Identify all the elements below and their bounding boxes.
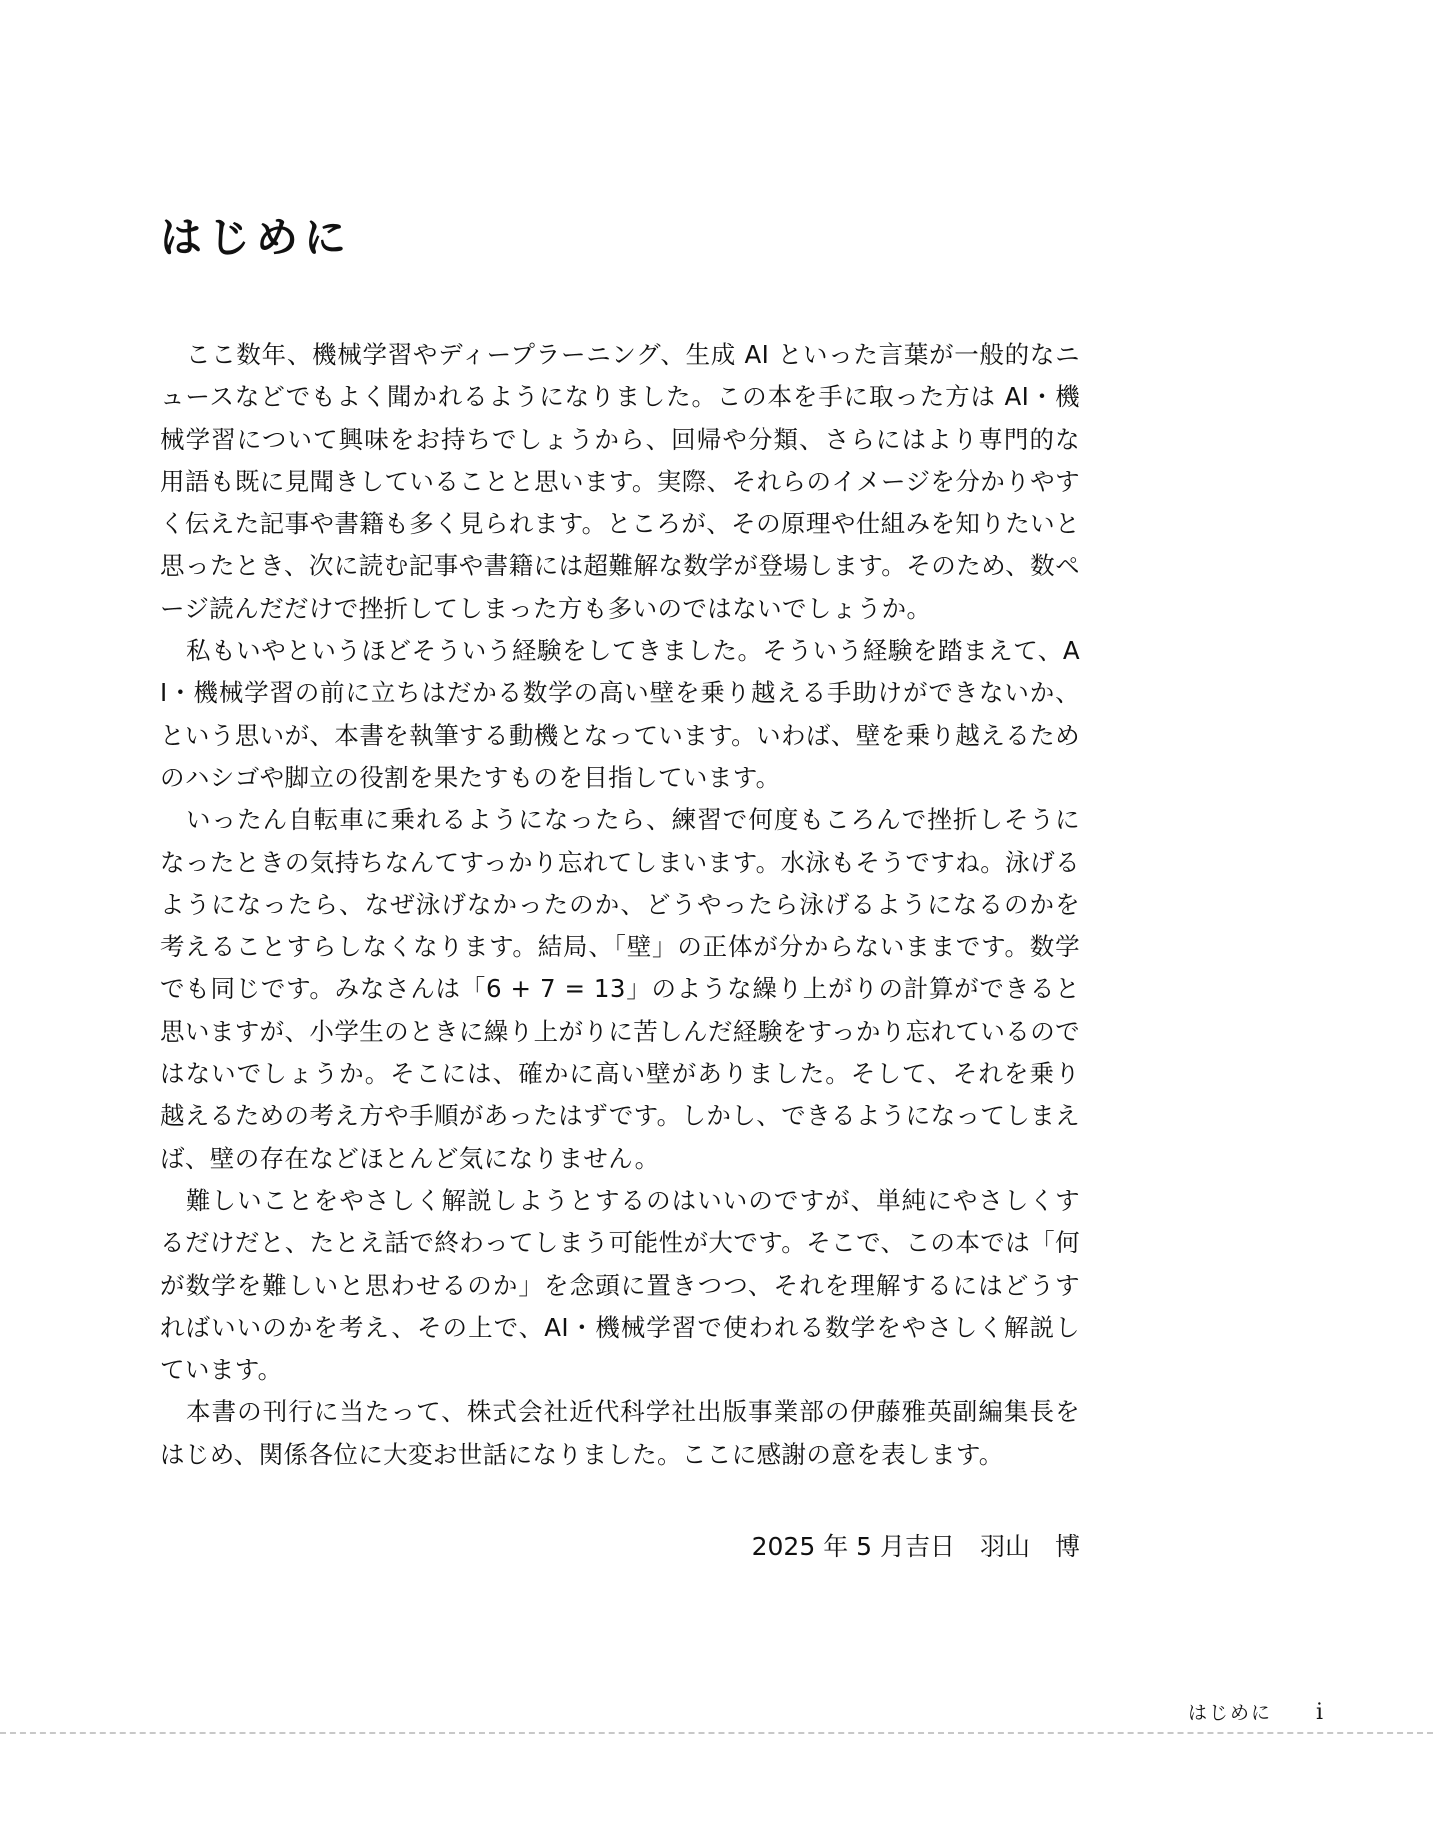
- page-title: はじめに: [160, 213, 353, 262]
- paragraph-motivation: 私もいやというほどそういう経験をしてきました。そういう経験を踏まえて、AI・機械学習の前に立ちはだかる数学の高い壁を乗り越える手助けができないか、という思いが、本書を執筆する動機となっています。いわば、壁を乗り越えるためのハシゴや脚立の役割を果たすものを目指しています。: [160, 636, 1080, 792]
- page-number: i: [1315, 1700, 1323, 1725]
- footer-dashed-divider: [0, 1732, 1433, 1734]
- running-head: はじめに: [1187, 1702, 1272, 1724]
- paragraph-bicycle-analogy: いったん自転車に乗れるようになったら、練習で何度もころんで挫折しそうになったときの気持ちなんてすっかり忘れてしまいます。水泳もそうですね。泳げるようになったら、なぜ泳げなかったのか、どうやったら泳げるようになるのかを考えることすらしなくなります。結局、「壁」の正体が分からないままです。数学でも同じです。みなさんは「6 + 7 = 13」のような繰り上がりの計算ができると思いますが、小学生のときに繰り上がりに苦しんだ経験をすっかり忘れているのではないでしょうか。そこには、確かに高い壁がありました。そして、それを乗り越えるための考え方や手順があったはずです。しかし、できるようになってしまえば、壁の存在などほとんど気になりません。: [160, 805, 1080, 1173]
- page-footer: [1188, 1698, 1323, 1725]
- paragraph-intro: ここ数年、機械学習やディープラーニング、生成 AI といった言葉が一般的なニュースなどでもよく聞かれるようになりました。この本を手に取った方は AI・機械学習について興味をお持ちでしょうから、回帰や分類、さらにはより専門的な用語も既に見聞きしていることと思います。実際、それらのイメージを分かりやすく伝えた記事や書籍も多く見られます。ところが、その原理や仕組みを知りたいと思ったとき、次に読む記事や書籍には超難解な数学が登場します。そのため、数ページ読んだだけで挫折してしまった方も多いのではないでしょうか。: [160, 340, 1080, 623]
- paragraph-acknowledgments: 本書の刊行に当たって、株式会社近代科学社出版事業部の伊藤雅英副編集長をはじめ、関係各位に大変お世話になりました。ここに感謝の意を表します。: [160, 1397, 1080, 1469]
- paragraph-approach: 難しいことをやさしく解説しようとするのはいいのですが、単純にやさしくするだけだと、たとえ話で終わってしまう可能性が大です。そこで、この本では「何が数学を難しいと思わせるのか」を念頭に置きつつ、それを理解するにはどうすればいいのかを考え、その上で、AI・機械学習で使われる数学をやさしく解説しています。: [160, 1185, 1080, 1385]
- body-text: [160, 334, 1080, 1476]
- signature-line: 2025 年 5 月吉日 羽山 博: [751, 1532, 1080, 1561]
